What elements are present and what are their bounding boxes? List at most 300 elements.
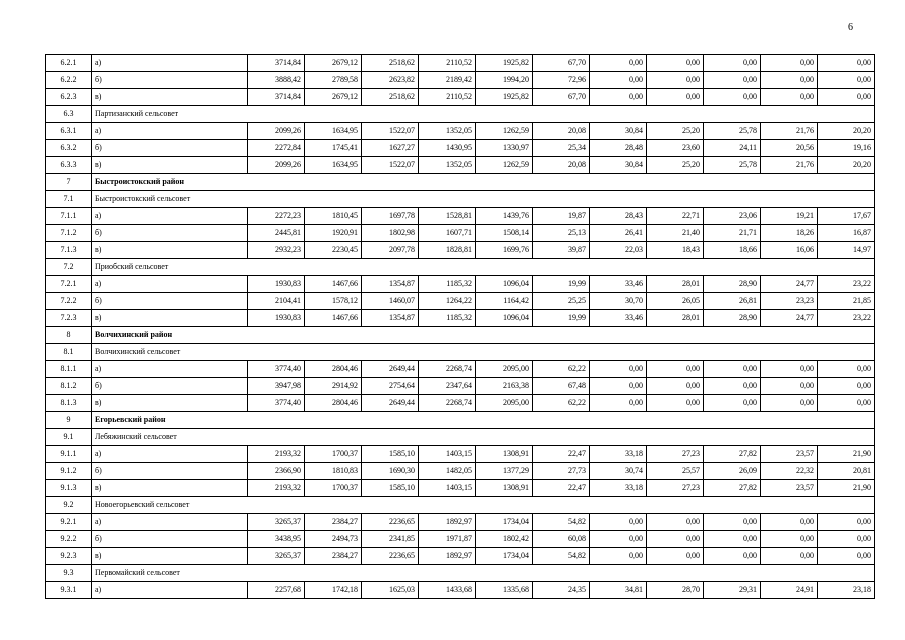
value-cell: 26,09	[704, 463, 761, 480]
value-cell: 1308,91	[476, 446, 533, 463]
row-code: 8.1.1	[46, 361, 92, 378]
value-cell: 0,00	[818, 361, 875, 378]
table-row	[46, 361, 875, 378]
value-cell: 0,00	[704, 72, 761, 89]
variant-label: а)	[92, 123, 248, 140]
value-cell: 27,23	[647, 446, 704, 463]
row-code: 7.2	[46, 259, 92, 276]
value-cell: 1377,29	[476, 463, 533, 480]
table-row	[46, 480, 875, 497]
district-row	[46, 327, 875, 344]
value-cell: 20,81	[818, 463, 875, 480]
value-cell: 1925,82	[476, 55, 533, 72]
variant-label: в)	[92, 242, 248, 259]
value-cell: 23,22	[818, 310, 875, 327]
value-cell: 0,00	[704, 55, 761, 72]
value-cell: 1522,07	[362, 157, 419, 174]
value-cell: 28,90	[704, 310, 761, 327]
value-cell: 0,00	[761, 55, 818, 72]
value-cell: 3265,37	[248, 514, 305, 531]
value-cell: 30,84	[590, 123, 647, 140]
value-cell: 39,87	[533, 242, 590, 259]
value-cell: 16,06	[761, 242, 818, 259]
value-cell: 1578,12	[305, 293, 362, 310]
district-title: Быстроистокский район	[92, 174, 875, 191]
value-cell: 1403,15	[419, 446, 476, 463]
value-cell: 33,46	[590, 276, 647, 293]
value-cell: 3888,42	[248, 72, 305, 89]
value-cell: 1625,03	[362, 582, 419, 599]
variant-label: а)	[92, 208, 248, 225]
value-cell: 1802,98	[362, 225, 419, 242]
row-code: 9.1.2	[46, 463, 92, 480]
value-cell: 26,05	[647, 293, 704, 310]
value-cell: 2366,90	[248, 463, 305, 480]
value-cell: 1920,91	[305, 225, 362, 242]
value-cell: 21,71	[704, 225, 761, 242]
value-cell: 34,81	[590, 582, 647, 599]
value-cell: 30,84	[590, 157, 647, 174]
value-cell: 0,00	[647, 531, 704, 548]
row-code: 8.1.2	[46, 378, 92, 395]
value-cell: 1892,97	[419, 548, 476, 565]
variant-label: б)	[92, 225, 248, 242]
value-cell: 2110,52	[419, 89, 476, 106]
value-cell: 67,70	[533, 55, 590, 72]
value-cell: 22,03	[590, 242, 647, 259]
value-cell: 0,00	[704, 531, 761, 548]
table-row	[46, 140, 875, 157]
value-cell: 24,11	[704, 140, 761, 157]
value-cell: 25,57	[647, 463, 704, 480]
row-code: 9.1.3	[46, 480, 92, 497]
value-cell: 2230,45	[305, 242, 362, 259]
variant-label: а)	[92, 55, 248, 72]
council-title: Лебяжинский сельсовет	[92, 429, 875, 446]
value-cell: 2649,44	[362, 361, 419, 378]
council-row	[46, 106, 875, 123]
value-cell: 25,78	[704, 157, 761, 174]
value-cell: 0,00	[761, 72, 818, 89]
value-cell: 19,21	[761, 208, 818, 225]
tariff-table	[45, 54, 875, 599]
value-cell: 24,77	[761, 310, 818, 327]
council-row	[46, 344, 875, 361]
value-cell: 2099,26	[248, 157, 305, 174]
value-cell: 0,00	[761, 378, 818, 395]
value-cell: 21,85	[818, 293, 875, 310]
value-cell: 28,90	[704, 276, 761, 293]
value-cell: 1185,32	[419, 310, 476, 327]
value-cell: 0,00	[647, 361, 704, 378]
row-code: 7.2.3	[46, 310, 92, 327]
row-code: 6.3.2	[46, 140, 92, 157]
row-code: 8	[46, 327, 92, 344]
value-cell: 24,77	[761, 276, 818, 293]
value-cell: 0,00	[761, 89, 818, 106]
table-row	[46, 446, 875, 463]
value-cell: 2236,65	[362, 514, 419, 531]
value-cell: 1467,66	[305, 310, 362, 327]
value-cell: 23,18	[818, 582, 875, 599]
value-cell: 2272,84	[248, 140, 305, 157]
variant-label: а)	[92, 514, 248, 531]
value-cell: 1460,07	[362, 293, 419, 310]
value-cell: 27,23	[647, 480, 704, 497]
variant-label: б)	[92, 140, 248, 157]
value-cell: 0,00	[761, 514, 818, 531]
value-cell: 0,00	[590, 531, 647, 548]
value-cell: 20,08	[533, 157, 590, 174]
value-cell: 0,00	[818, 89, 875, 106]
table-row	[46, 157, 875, 174]
table-row	[46, 123, 875, 140]
value-cell: 1264,22	[419, 293, 476, 310]
value-cell: 1810,45	[305, 208, 362, 225]
value-cell: 2679,12	[305, 89, 362, 106]
value-cell: 26,41	[590, 225, 647, 242]
value-cell: 2341,85	[362, 531, 419, 548]
value-cell: 1734,04	[476, 514, 533, 531]
value-cell: 21,40	[647, 225, 704, 242]
row-code: 9	[46, 412, 92, 429]
variant-label: в)	[92, 395, 248, 412]
value-cell: 2914,92	[305, 378, 362, 395]
value-cell: 27,82	[704, 446, 761, 463]
value-cell: 0,00	[704, 514, 761, 531]
value-cell: 0,00	[647, 395, 704, 412]
value-cell: 72,96	[533, 72, 590, 89]
value-cell: 0,00	[761, 361, 818, 378]
value-cell: 54,82	[533, 548, 590, 565]
table-row	[46, 225, 875, 242]
value-cell: 29,31	[704, 582, 761, 599]
value-cell: 3714,84	[248, 55, 305, 72]
row-code: 9.2	[46, 497, 92, 514]
table-row	[46, 378, 875, 395]
council-row	[46, 259, 875, 276]
row-code: 6.3.3	[46, 157, 92, 174]
value-cell: 1522,07	[362, 123, 419, 140]
row-code: 9.3.1	[46, 582, 92, 599]
table-row	[46, 89, 875, 106]
value-cell: 0,00	[818, 378, 875, 395]
value-cell: 1690,30	[362, 463, 419, 480]
council-title: Волчихинский сельсовет	[92, 344, 875, 361]
variant-label: б)	[92, 293, 248, 310]
value-cell: 1354,87	[362, 276, 419, 293]
value-cell: 67,48	[533, 378, 590, 395]
value-cell: 21,90	[818, 480, 875, 497]
value-cell: 0,00	[590, 361, 647, 378]
variant-label: в)	[92, 89, 248, 106]
value-cell: 18,26	[761, 225, 818, 242]
value-cell: 1734,04	[476, 548, 533, 565]
table-row	[46, 582, 875, 599]
value-cell: 23,23	[761, 293, 818, 310]
value-cell: 27,82	[704, 480, 761, 497]
council-row	[46, 565, 875, 582]
value-cell: 1697,78	[362, 208, 419, 225]
value-cell: 1467,66	[305, 276, 362, 293]
value-cell: 0,00	[761, 531, 818, 548]
value-cell: 2347,64	[419, 378, 476, 395]
value-cell: 30,70	[590, 293, 647, 310]
value-cell: 2384,27	[305, 548, 362, 565]
value-cell: 2754,64	[362, 378, 419, 395]
variant-label: б)	[92, 531, 248, 548]
value-cell: 21,76	[761, 157, 818, 174]
value-cell: 62,22	[533, 395, 590, 412]
value-cell: 1585,10	[362, 480, 419, 497]
value-cell: 2110,52	[419, 55, 476, 72]
value-cell: 1352,05	[419, 157, 476, 174]
value-cell: 2623,82	[362, 72, 419, 89]
value-cell: 28,48	[590, 140, 647, 157]
value-cell: 28,01	[647, 310, 704, 327]
variant-label: в)	[92, 548, 248, 565]
value-cell: 1403,15	[419, 480, 476, 497]
value-cell: 14,97	[818, 242, 875, 259]
value-cell: 2804,46	[305, 361, 362, 378]
value-cell: 1330,97	[476, 140, 533, 157]
value-cell: 25,20	[647, 157, 704, 174]
value-cell: 2932,23	[248, 242, 305, 259]
value-cell: 0,00	[818, 55, 875, 72]
council-title: Первомайский сельсовет	[92, 565, 875, 582]
value-cell: 2099,26	[248, 123, 305, 140]
value-cell: 1308,91	[476, 480, 533, 497]
table-row	[46, 72, 875, 89]
value-cell: 1482,05	[419, 463, 476, 480]
value-cell: 23,57	[761, 446, 818, 463]
variant-label: в)	[92, 310, 248, 327]
value-cell: 1742,18	[305, 582, 362, 599]
value-cell: 0,00	[590, 89, 647, 106]
value-cell: 25,78	[704, 123, 761, 140]
value-cell: 0,00	[590, 548, 647, 565]
value-cell: 2445,81	[248, 225, 305, 242]
table-body	[46, 55, 875, 599]
value-cell: 1802,42	[476, 531, 533, 548]
value-cell: 33,46	[590, 310, 647, 327]
variant-label: в)	[92, 480, 248, 497]
value-cell: 1433,68	[419, 582, 476, 599]
value-cell: 0,00	[761, 548, 818, 565]
value-cell: 2272,23	[248, 208, 305, 225]
value-cell: 0,00	[647, 89, 704, 106]
row-code: 9.2.3	[46, 548, 92, 565]
row-code: 8.1	[46, 344, 92, 361]
table-row	[46, 531, 875, 548]
value-cell: 0,00	[647, 548, 704, 565]
value-cell: 2789,58	[305, 72, 362, 89]
value-cell: 2193,32	[248, 446, 305, 463]
value-cell: 0,00	[761, 395, 818, 412]
value-cell: 2494,73	[305, 531, 362, 548]
value-cell: 2163,38	[476, 378, 533, 395]
value-cell: 25,25	[533, 293, 590, 310]
value-cell: 0,00	[704, 548, 761, 565]
value-cell: 1528,81	[419, 208, 476, 225]
value-cell: 20,20	[818, 123, 875, 140]
value-cell: 2095,00	[476, 395, 533, 412]
value-cell: 0,00	[590, 55, 647, 72]
value-cell: 2095,00	[476, 361, 533, 378]
value-cell: 0,00	[704, 361, 761, 378]
value-cell: 2518,62	[362, 89, 419, 106]
row-code: 7.2.1	[46, 276, 92, 293]
value-cell: 2104,41	[248, 293, 305, 310]
value-cell: 2189,42	[419, 72, 476, 89]
value-cell: 22,47	[533, 446, 590, 463]
council-title: Новоегорьевский сельсовет	[92, 497, 875, 514]
value-cell: 1971,87	[419, 531, 476, 548]
value-cell: 1430,95	[419, 140, 476, 157]
value-cell: 1335,68	[476, 582, 533, 599]
value-cell: 0,00	[590, 395, 647, 412]
value-cell: 1634,95	[305, 157, 362, 174]
value-cell: 19,16	[818, 140, 875, 157]
value-cell: 21,90	[818, 446, 875, 463]
value-cell: 23,22	[818, 276, 875, 293]
value-cell: 0,00	[704, 89, 761, 106]
table-row	[46, 293, 875, 310]
row-code: 8.1.3	[46, 395, 92, 412]
value-cell: 1925,82	[476, 89, 533, 106]
value-cell: 2679,12	[305, 55, 362, 72]
value-cell: 0,00	[704, 378, 761, 395]
council-row	[46, 497, 875, 514]
value-cell: 0,00	[647, 514, 704, 531]
variant-label: б)	[92, 378, 248, 395]
value-cell: 1930,83	[248, 310, 305, 327]
value-cell: 24,35	[533, 582, 590, 599]
value-cell: 0,00	[818, 395, 875, 412]
value-cell: 20,20	[818, 157, 875, 174]
value-cell: 2384,27	[305, 514, 362, 531]
table-row	[46, 463, 875, 480]
row-code: 9.2.1	[46, 514, 92, 531]
value-cell: 60,08	[533, 531, 590, 548]
value-cell: 1810,83	[305, 463, 362, 480]
variant-label: б)	[92, 463, 248, 480]
row-code: 6.2.1	[46, 55, 92, 72]
value-cell: 0,00	[704, 395, 761, 412]
value-cell: 24,91	[761, 582, 818, 599]
value-cell: 2268,74	[419, 361, 476, 378]
value-cell: 23,06	[704, 208, 761, 225]
table-row	[46, 276, 875, 293]
value-cell: 0,00	[590, 514, 647, 531]
value-cell: 18,66	[704, 242, 761, 259]
value-cell: 54,82	[533, 514, 590, 531]
value-cell: 1994,20	[476, 72, 533, 89]
value-cell: 1096,04	[476, 310, 533, 327]
district-title: Волчихинский район	[92, 327, 875, 344]
district-row	[46, 412, 875, 429]
value-cell: 25,13	[533, 225, 590, 242]
variant-label: а)	[92, 446, 248, 463]
value-cell: 2804,46	[305, 395, 362, 412]
table-row	[46, 395, 875, 412]
value-cell: 3947,98	[248, 378, 305, 395]
variant-label: а)	[92, 276, 248, 293]
value-cell: 27,73	[533, 463, 590, 480]
row-code: 9.1.1	[46, 446, 92, 463]
value-cell: 20,56	[761, 140, 818, 157]
value-cell: 2193,32	[248, 480, 305, 497]
value-cell: 22,47	[533, 480, 590, 497]
row-code: 6.2.3	[46, 89, 92, 106]
value-cell: 0,00	[590, 378, 647, 395]
row-code: 7.1.1	[46, 208, 92, 225]
value-cell: 1439,76	[476, 208, 533, 225]
value-cell: 1508,14	[476, 225, 533, 242]
value-cell: 1585,10	[362, 446, 419, 463]
council-title: Быстроистокский сельсовет	[92, 191, 875, 208]
row-code: 7.2.2	[46, 293, 92, 310]
value-cell: 2097,78	[362, 242, 419, 259]
value-cell: 1627,27	[362, 140, 419, 157]
row-code: 7.1.2	[46, 225, 92, 242]
row-code: 6.3.1	[46, 123, 92, 140]
value-cell: 0,00	[647, 55, 704, 72]
table-row	[46, 514, 875, 531]
council-row	[46, 429, 875, 446]
table-row	[46, 242, 875, 259]
value-cell: 1745,41	[305, 140, 362, 157]
variant-label: а)	[92, 582, 248, 599]
row-code: 9.1	[46, 429, 92, 446]
value-cell: 1354,87	[362, 310, 419, 327]
table-row	[46, 208, 875, 225]
value-cell: 18,43	[647, 242, 704, 259]
value-cell: 25,20	[647, 123, 704, 140]
value-cell: 21,76	[761, 123, 818, 140]
value-cell: 19,87	[533, 208, 590, 225]
value-cell: 67,70	[533, 89, 590, 106]
value-cell: 3714,84	[248, 89, 305, 106]
value-cell: 1634,95	[305, 123, 362, 140]
value-cell: 23,57	[761, 480, 818, 497]
row-code: 7.1.3	[46, 242, 92, 259]
value-cell: 1699,76	[476, 242, 533, 259]
value-cell: 1892,97	[419, 514, 476, 531]
value-cell: 28,01	[647, 276, 704, 293]
variant-label: б)	[92, 72, 248, 89]
value-cell: 26,81	[704, 293, 761, 310]
value-cell: 2236,65	[362, 548, 419, 565]
value-cell: 1096,04	[476, 276, 533, 293]
value-cell: 1607,71	[419, 225, 476, 242]
value-cell: 20,08	[533, 123, 590, 140]
value-cell: 0,00	[818, 548, 875, 565]
value-cell: 3265,37	[248, 548, 305, 565]
value-cell: 22,71	[647, 208, 704, 225]
council-title: Приобский сельсовет	[92, 259, 875, 276]
table-row	[46, 55, 875, 72]
value-cell: 0,00	[818, 514, 875, 531]
value-cell: 25,34	[533, 140, 590, 157]
value-cell: 0,00	[647, 378, 704, 395]
value-cell: 0,00	[818, 72, 875, 89]
value-cell: 1352,05	[419, 123, 476, 140]
value-cell: 3438,95	[248, 531, 305, 548]
variant-label: в)	[92, 157, 248, 174]
value-cell: 2268,74	[419, 395, 476, 412]
value-cell: 1700,37	[305, 446, 362, 463]
